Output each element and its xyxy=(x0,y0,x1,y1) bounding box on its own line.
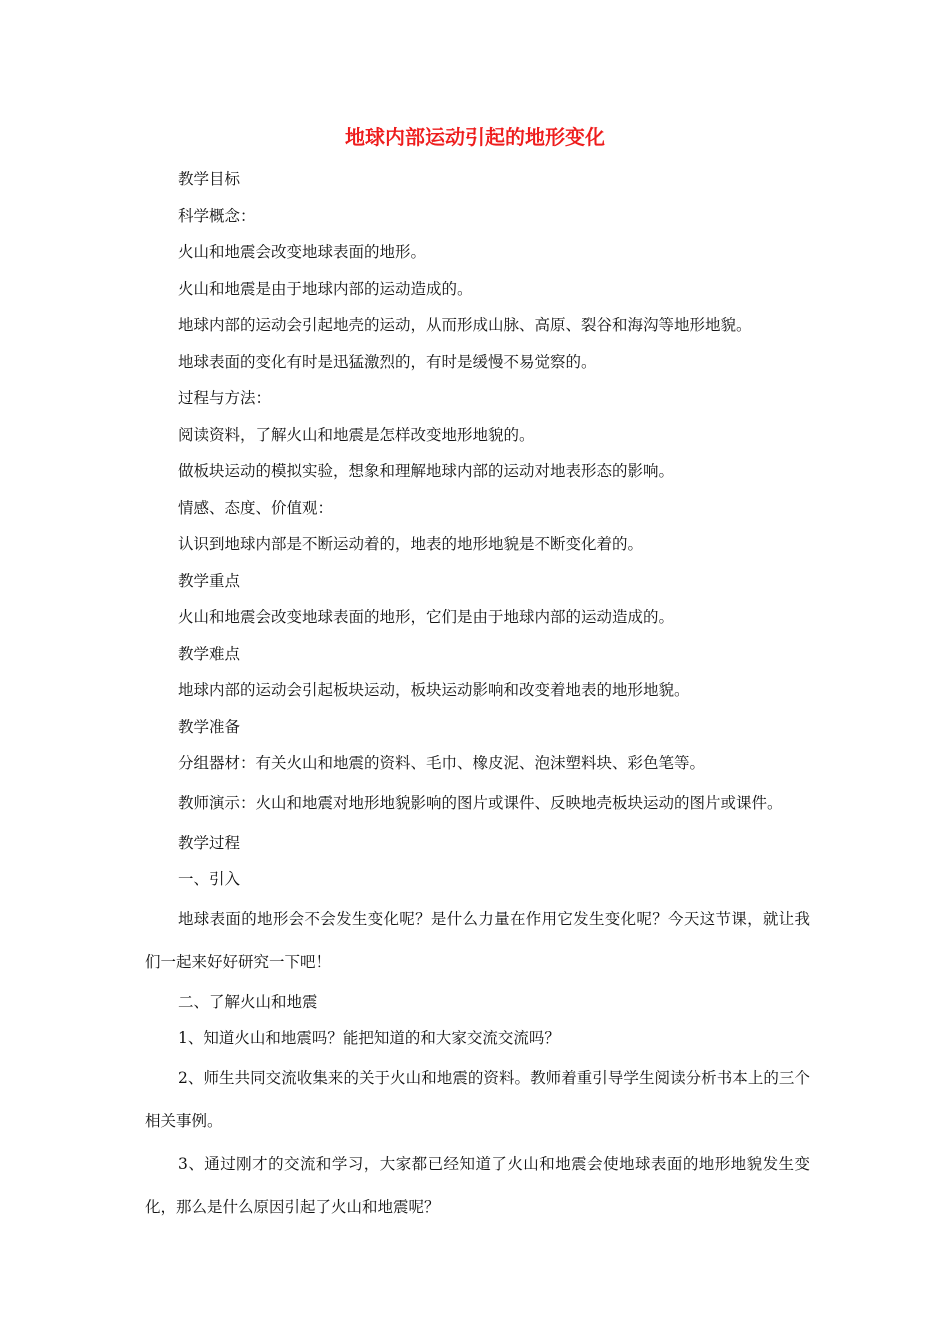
paragraph: 认识到地球内部是不断运动着的，地表的地形地貌是不断变化着的。 xyxy=(178,535,644,553)
subheading-science-concepts: 科学概念： xyxy=(178,206,256,225)
paragraph: 做板块运动的模拟实验，想象和理解地球内部的运动对地表形态的影响。 xyxy=(178,462,675,480)
heading-preparation: 教学准备 xyxy=(178,717,241,736)
paragraph: 分组器材：有关火山和地震的资料、毛巾、橡皮泥、泡沫塑料块、彩色笔等。 xyxy=(178,754,706,772)
section-volcano-earthquake: 二、了解火山和地震 xyxy=(178,992,318,1011)
paragraph: 地球表面的地形会不会发生变化呢？是什么力量在作用它发生变化呢？今天这节课，就让我们一起来好好研究一下吧！ xyxy=(145,909,810,971)
paragraph: 火山和地震会改变地球表面的地形。 xyxy=(178,243,427,261)
subheading-attitudes-values: 情感、态度、价值观： xyxy=(178,498,334,517)
paragraph: 阅读资料，了解火山和地震是怎样改变地形地貌的。 xyxy=(178,425,535,444)
list-item: 1、知道火山和地震吗？能把知道的和大家交流交流吗？ xyxy=(178,1029,560,1047)
list-item: 2、师生共同交流收集来的关于火山和地震的资料。教师着重引导学生阅读分析书本上的三个相关事例。 xyxy=(145,1068,810,1130)
paragraph: 教师演示：火山和地震对地形地貌影响的图片或课件、反映地壳板块运动的图片或课件。 xyxy=(178,793,783,812)
paragraph: 地球内部的运动会引起板块运动，板块运动影响和改变着地表的地形地貌。 xyxy=(178,681,690,699)
section-introduction: 一、引入 xyxy=(178,870,241,888)
paragraph: 火山和地震是由于地球内部的运动造成的。 xyxy=(178,279,473,298)
heading-key-points: 教学重点 xyxy=(178,571,241,590)
list-item: 3、通过刚才的交流和学习，大家都已经知道了火山和地震会使地球表面的地形地貌发生变化，那么是什么原因引起了火山和地震呢？ xyxy=(145,1154,810,1216)
paragraph: 地球内部的运动会引起地壳的运动，从而形成山脉、高原、裂谷和海沟等地形地貌。 xyxy=(178,316,752,334)
document-title: 地球内部运动引起的地形变化 xyxy=(345,125,605,149)
heading-teaching-process: 教学过程 xyxy=(178,833,241,852)
heading-difficulties: 教学难点 xyxy=(178,644,241,663)
paragraph: 火山和地震会改变地球表面的地形，它们是由于地球内部的运动造成的。 xyxy=(178,608,675,626)
heading-teaching-goals: 教学目标 xyxy=(178,170,241,188)
paragraph: 地球表面的变化有时是迅猛激烈的，有时是缓慢不易觉察的。 xyxy=(178,352,597,371)
subheading-process-methods: 过程与方法： xyxy=(178,389,272,407)
document-body xyxy=(145,161,810,1229)
